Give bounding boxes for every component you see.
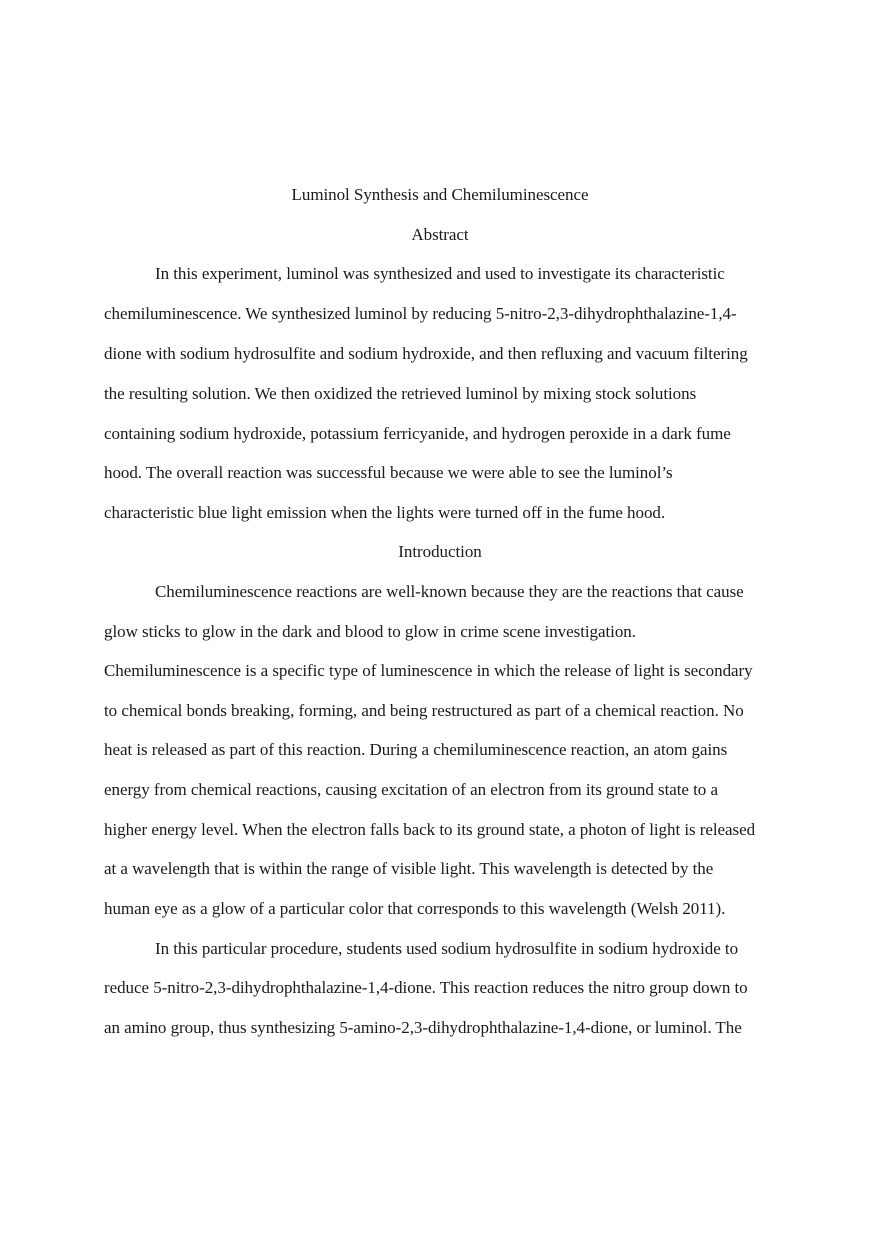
introduction-line: at a wavelength that is within the range of visible light. This wavelength is detected by the	[104, 859, 714, 878]
abstract-line: chemiluminescence. We synthesized luminol by reducing 5-nitro-2,3-dihydrophthalazine-1,4-	[104, 304, 737, 323]
abstract-line: characteristic blue light emission when the lights were turned off in the fume hood.	[104, 503, 666, 522]
document-title: Luminol Synthesis and Chemiluminescence	[291, 185, 589, 204]
introduction-line: Chemiluminescence reactions are well-known because they are the reactions that cause	[155, 582, 744, 601]
introduction-line: reduce 5-nitro-2,3-dihydrophthalazine-1,4-dione. This reaction reduces the nitro group down to	[104, 978, 748, 997]
introduction-line: to chemical bonds breaking, forming, and being restructured as part of a chemical reaction. No	[104, 701, 744, 720]
abstract-line: hood. The overall reaction was successful because we were able to see the luminol’s	[104, 463, 673, 482]
introduction-line: higher energy level. When the electron falls back to its ground state, a photon of light is released	[104, 820, 756, 839]
introduction-heading: Introduction	[398, 542, 482, 561]
introduction-line: In this particular procedure, students used sodium hydrosulfite in sodium hydroxide to	[155, 939, 739, 958]
abstract-heading: Abstract	[411, 225, 469, 244]
introduction-line: energy from chemical reactions, causing excitation of an electron from its ground state to a	[104, 780, 718, 799]
abstract-line: the resulting solution. We then oxidized the retrieved luminol by mixing stock solutions	[104, 384, 697, 403]
introduction-line: human eye as a glow of a particular color that corresponds to this wavelength (Welsh 2011).	[104, 899, 726, 918]
introduction-line: glow sticks to glow in the dark and blood to glow in crime scene investigation.	[104, 622, 636, 641]
abstract-line: containing sodium hydroxide, potassium ferricyanide, and hydrogen peroxide in a dark fume	[104, 424, 731, 443]
introduction-line: heat is released as part of this reaction. During a chemiluminescence reaction, an atom gains	[104, 740, 728, 759]
introduction-line: Chemiluminescence is a specific type of luminescence in which the release of light is secondary	[104, 661, 753, 680]
introduction-line: an amino group, thus synthesizing 5-amino-2,3-dihydrophthalazine-1,4-dione, or luminol. The	[104, 1018, 742, 1037]
abstract-line: In this experiment, luminol was synthesized and used to investigate its characteristic	[155, 264, 725, 283]
abstract-line: dione with sodium hydrosulfite and sodium hydroxide, and then refluxing and vacuum filtering	[104, 344, 748, 363]
